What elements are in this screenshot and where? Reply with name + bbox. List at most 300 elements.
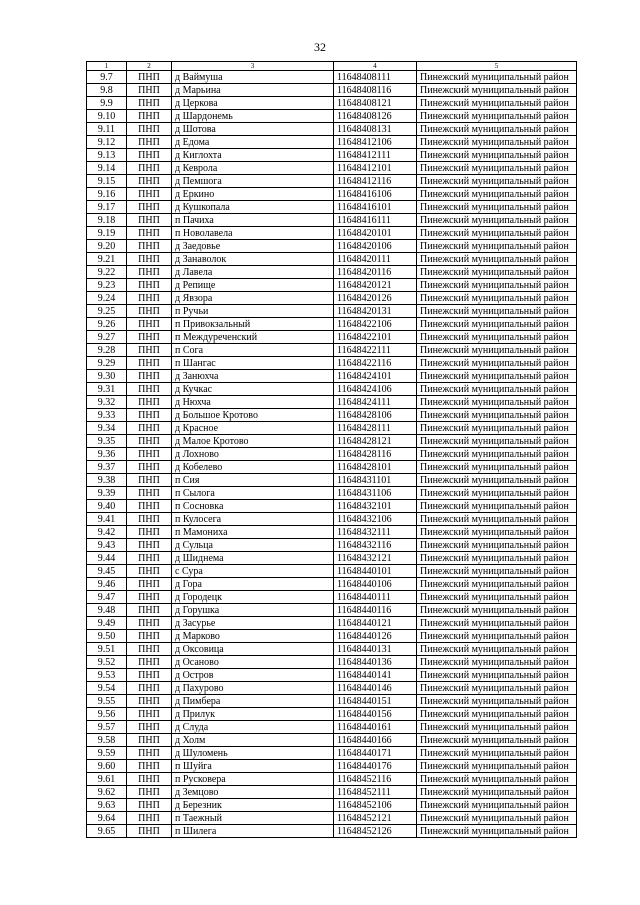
settlement-name-cell: п Привокзальный <box>172 318 334 331</box>
settlement-name-cell: д Большое Кротово <box>172 409 334 422</box>
type-code-cell: ПНП <box>127 214 172 227</box>
table-row <box>87 461 577 474</box>
district-cell: Пинежский муниципальный район <box>417 110 577 123</box>
settlement-name-cell: п Таежный <box>172 812 334 825</box>
row-number-cell: 9.61 <box>87 773 127 786</box>
oktmo-code-cell: 11648452121 <box>334 812 417 825</box>
district-cell: Пинежский муниципальный район <box>417 721 577 734</box>
oktmo-code-cell: 11648412101 <box>334 162 417 175</box>
district-cell: Пинежский муниципальный район <box>417 799 577 812</box>
table-row <box>87 500 577 513</box>
table-row <box>87 487 577 500</box>
settlement-name-cell: п Пачиха <box>172 214 334 227</box>
table-row <box>87 552 577 565</box>
row-number-cell: 9.36 <box>87 448 127 461</box>
settlement-name-cell: д Явзора <box>172 292 334 305</box>
oktmo-code-cell: 11648424101 <box>334 370 417 383</box>
column-number: 2 <box>127 62 172 71</box>
settlement-name-cell: д Лавела <box>172 266 334 279</box>
type-code-cell: ПНП <box>127 97 172 110</box>
type-code-cell: ПНП <box>127 643 172 656</box>
district-cell: Пинежский муниципальный район <box>417 201 577 214</box>
row-number-cell: 9.63 <box>87 799 127 812</box>
district-cell: Пинежский муниципальный район <box>417 266 577 279</box>
table-row <box>87 786 577 799</box>
row-number-cell: 9.24 <box>87 292 127 305</box>
type-code-cell: ПНП <box>127 487 172 500</box>
type-code-cell: ПНП <box>127 695 172 708</box>
oktmo-code-cell: 11648416111 <box>334 214 417 227</box>
settlements-table <box>86 61 577 838</box>
district-cell: Пинежский муниципальный район <box>417 123 577 136</box>
table-row <box>87 409 577 422</box>
table-row <box>87 110 577 123</box>
table-row <box>87 344 577 357</box>
oktmo-code-cell: 11648452111 <box>334 786 417 799</box>
oktmo-code-cell: 11648440171 <box>334 747 417 760</box>
table-row <box>87 682 577 695</box>
type-code-cell: ПНП <box>127 552 172 565</box>
table-row <box>87 162 577 175</box>
oktmo-code-cell: 11648412106 <box>334 136 417 149</box>
row-number-cell: 9.52 <box>87 656 127 669</box>
oktmo-code-cell: 11648440106 <box>334 578 417 591</box>
table-row <box>87 84 577 97</box>
settlement-name-cell: д Кобелево <box>172 461 334 474</box>
district-cell: Пинежский муниципальный район <box>417 97 577 110</box>
district-cell: Пинежский муниципальный район <box>417 656 577 669</box>
oktmo-code-cell: 11648440121 <box>334 617 417 630</box>
row-number-cell: 9.27 <box>87 331 127 344</box>
district-cell: Пинежский муниципальный район <box>417 500 577 513</box>
type-code-cell: ПНП <box>127 591 172 604</box>
type-code-cell: ПНП <box>127 773 172 786</box>
district-cell: Пинежский муниципальный район <box>417 162 577 175</box>
settlement-name-cell: д Осаново <box>172 656 334 669</box>
row-number-cell: 9.13 <box>87 149 127 162</box>
type-code-cell: ПНП <box>127 721 172 734</box>
district-cell: Пинежский муниципальный район <box>417 149 577 162</box>
type-code-cell: ПНП <box>127 123 172 136</box>
page-number: 32 <box>314 40 326 54</box>
row-number-cell: 9.34 <box>87 422 127 435</box>
type-code-cell: ПНП <box>127 526 172 539</box>
table-row <box>87 396 577 409</box>
settlement-name-cell: д Нюхча <box>172 396 334 409</box>
row-number-cell: 9.62 <box>87 786 127 799</box>
type-code-cell: ПНП <box>127 305 172 318</box>
district-cell: Пинежский муниципальный район <box>417 591 577 604</box>
district-cell: Пинежский муниципальный район <box>417 370 577 383</box>
row-number-cell: 9.29 <box>87 357 127 370</box>
settlement-name-cell: д Красное <box>172 422 334 435</box>
type-code-cell: ПНП <box>127 383 172 396</box>
district-cell: Пинежский муниципальный район <box>417 474 577 487</box>
oktmo-code-cell: 11648440126 <box>334 630 417 643</box>
settlement-name-cell: с Сура <box>172 565 334 578</box>
row-number-cell: 9.31 <box>87 383 127 396</box>
type-code-cell: ПНП <box>127 279 172 292</box>
oktmo-code-cell: 11648440101 <box>334 565 417 578</box>
row-number-cell: 9.11 <box>87 123 127 136</box>
row-number-cell: 9.14 <box>87 162 127 175</box>
settlement-name-cell: д Марково <box>172 630 334 643</box>
row-number-cell: 9.17 <box>87 201 127 214</box>
table-row <box>87 279 577 292</box>
district-cell: Пинежский муниципальный район <box>417 84 577 97</box>
table-row <box>87 188 577 201</box>
settlement-name-cell: д Сульца <box>172 539 334 552</box>
settlement-name-cell: д Шотова <box>172 123 334 136</box>
settlement-name-cell: д Горушка <box>172 604 334 617</box>
oktmo-code-cell: 11648440161 <box>334 721 417 734</box>
table-row <box>87 604 577 617</box>
oktmo-code-cell: 11648420121 <box>334 279 417 292</box>
settlement-name-cell: д Оксовица <box>172 643 334 656</box>
row-number-cell: 9.30 <box>87 370 127 383</box>
oktmo-code-cell: 11648416106 <box>334 188 417 201</box>
settlement-name-cell: д Холм <box>172 734 334 747</box>
type-code-cell: ПНП <box>127 825 172 838</box>
row-number-cell: 9.43 <box>87 539 127 552</box>
settlement-name-cell: д Киглохта <box>172 149 334 162</box>
settlement-name-cell: п Ручьи <box>172 305 334 318</box>
type-code-cell: ПНП <box>127 188 172 201</box>
table-row <box>87 734 577 747</box>
type-code-cell: ПНП <box>127 682 172 695</box>
oktmo-code-cell: 11648420126 <box>334 292 417 305</box>
row-number-cell: 9.9 <box>87 97 127 110</box>
district-cell: Пинежский муниципальный район <box>417 396 577 409</box>
table-row <box>87 175 577 188</box>
table-row <box>87 591 577 604</box>
settlement-name-cell: д Земцово <box>172 786 334 799</box>
district-cell: Пинежский муниципальный район <box>417 734 577 747</box>
type-code-cell: ПНП <box>127 162 172 175</box>
table-row <box>87 669 577 682</box>
settlement-name-cell: п Сосновка <box>172 500 334 513</box>
row-number-cell: 9.28 <box>87 344 127 357</box>
row-number-cell: 9.41 <box>87 513 127 526</box>
type-code-cell: ПНП <box>127 175 172 188</box>
district-cell: Пинежский муниципальный район <box>417 292 577 305</box>
settlement-name-cell: д Церкова <box>172 97 334 110</box>
type-code-cell: ПНП <box>127 396 172 409</box>
row-number-cell: 9.49 <box>87 617 127 630</box>
district-cell: Пинежский муниципальный район <box>417 214 577 227</box>
oktmo-code-cell: 11648408126 <box>334 110 417 123</box>
settlement-name-cell: д Ваймуша <box>172 71 334 84</box>
district-cell: Пинежский муниципальный район <box>417 578 577 591</box>
district-cell: Пинежский муниципальный район <box>417 487 577 500</box>
row-number-cell: 9.15 <box>87 175 127 188</box>
district-cell: Пинежский муниципальный район <box>417 435 577 448</box>
type-code-cell: ПНП <box>127 617 172 630</box>
type-code-cell: ПНП <box>127 292 172 305</box>
row-number-cell: 9.57 <box>87 721 127 734</box>
type-code-cell: ПНП <box>127 539 172 552</box>
settlement-name-cell: д Шуломень <box>172 747 334 760</box>
table-row <box>87 331 577 344</box>
oktmo-code-cell: 11648428121 <box>334 435 417 448</box>
type-code-cell: ПНП <box>127 149 172 162</box>
oktmo-code-cell: 11648424111 <box>334 396 417 409</box>
table-row <box>87 370 577 383</box>
row-number-cell: 9.59 <box>87 747 127 760</box>
type-code-cell: ПНП <box>127 708 172 721</box>
oktmo-code-cell: 11648428116 <box>334 448 417 461</box>
oktmo-code-cell: 11648431106 <box>334 487 417 500</box>
oktmo-code-cell: 11648431101 <box>334 474 417 487</box>
table-row <box>87 97 577 110</box>
oktmo-code-cell: 11648440146 <box>334 682 417 695</box>
settlement-name-cell: п Новолавела <box>172 227 334 240</box>
row-number-cell: 9.58 <box>87 734 127 747</box>
row-number-cell: 9.56 <box>87 708 127 721</box>
type-code-cell: ПНП <box>127 435 172 448</box>
district-cell: Пинежский муниципальный район <box>417 812 577 825</box>
row-number-cell: 9.53 <box>87 669 127 682</box>
settlement-name-cell: д Еркино <box>172 188 334 201</box>
district-cell: Пинежский муниципальный район <box>417 760 577 773</box>
settlement-name-cell: д Малое Кротово <box>172 435 334 448</box>
table-row <box>87 695 577 708</box>
district-cell: Пинежский муниципальный район <box>417 448 577 461</box>
settlement-name-cell: д Занюхча <box>172 370 334 383</box>
table-row <box>87 825 577 838</box>
district-cell: Пинежский муниципальный район <box>417 513 577 526</box>
row-number-cell: 9.10 <box>87 110 127 123</box>
type-code-cell: ПНП <box>127 318 172 331</box>
district-cell: Пинежский муниципальный район <box>417 526 577 539</box>
oktmo-code-cell: 11648428106 <box>334 409 417 422</box>
oktmo-code-cell: 11648422111 <box>334 344 417 357</box>
settlement-name-cell: д Засурье <box>172 617 334 630</box>
row-number-cell: 9.7 <box>87 71 127 84</box>
district-cell: Пинежский муниципальный район <box>417 305 577 318</box>
settlement-name-cell: д Шардонемь <box>172 110 334 123</box>
settlement-name-cell: д Прилук <box>172 708 334 721</box>
settlement-name-cell: д Шиднема <box>172 552 334 565</box>
table-row <box>87 760 577 773</box>
type-code-cell: ПНП <box>127 799 172 812</box>
row-number-cell: 9.65 <box>87 825 127 838</box>
type-code-cell: ПНП <box>127 136 172 149</box>
district-cell: Пинежский муниципальный район <box>417 136 577 149</box>
row-number-cell: 9.48 <box>87 604 127 617</box>
type-code-cell: ПНП <box>127 734 172 747</box>
row-number-cell: 9.50 <box>87 630 127 643</box>
settlement-name-cell: п Русковера <box>172 773 334 786</box>
row-number-cell: 9.42 <box>87 526 127 539</box>
table-row <box>87 812 577 825</box>
settlement-name-cell: п Междуреченский <box>172 331 334 344</box>
table-row <box>87 773 577 786</box>
oktmo-code-cell: 11648428111 <box>334 422 417 435</box>
district-cell: Пинежский муниципальный район <box>417 318 577 331</box>
column-number-row <box>87 62 577 71</box>
district-cell: Пинежский муниципальный район <box>417 422 577 435</box>
type-code-cell: ПНП <box>127 786 172 799</box>
oktmo-code-cell: 11648424106 <box>334 383 417 396</box>
district-cell: Пинежский муниципальный район <box>417 331 577 344</box>
table-row <box>87 214 577 227</box>
row-number-cell: 9.44 <box>87 552 127 565</box>
oktmo-code-cell: 11648432116 <box>334 539 417 552</box>
district-cell: Пинежский муниципальный район <box>417 565 577 578</box>
row-number-cell: 9.60 <box>87 760 127 773</box>
district-cell: Пинежский муниципальный район <box>417 786 577 799</box>
district-cell: Пинежский муниципальный район <box>417 240 577 253</box>
table-row <box>87 318 577 331</box>
district-cell: Пинежский муниципальный район <box>417 825 577 838</box>
row-number-cell: 9.47 <box>87 591 127 604</box>
oktmo-code-cell: 11648408131 <box>334 123 417 136</box>
type-code-cell: ПНП <box>127 760 172 773</box>
settlement-name-cell: д Кучкас <box>172 383 334 396</box>
settlement-name-cell: д Остров <box>172 669 334 682</box>
table-row <box>87 240 577 253</box>
district-cell: Пинежский муниципальный район <box>417 175 577 188</box>
oktmo-code-cell: 11648408116 <box>334 84 417 97</box>
row-number-cell: 9.23 <box>87 279 127 292</box>
table-row <box>87 448 577 461</box>
oktmo-code-cell: 11648440166 <box>334 734 417 747</box>
type-code-cell: ПНП <box>127 422 172 435</box>
row-number-cell: 9.19 <box>87 227 127 240</box>
settlement-name-cell: п Сылога <box>172 487 334 500</box>
table-row <box>87 71 577 84</box>
district-cell: Пинежский муниципальный район <box>417 695 577 708</box>
table-row <box>87 747 577 760</box>
table-row <box>87 513 577 526</box>
oktmo-code-cell: 11648440156 <box>334 708 417 721</box>
type-code-cell: ПНП <box>127 110 172 123</box>
row-number-cell: 9.38 <box>87 474 127 487</box>
settlement-name-cell: п Шилега <box>172 825 334 838</box>
row-number-cell: 9.22 <box>87 266 127 279</box>
table-row <box>87 526 577 539</box>
type-code-cell: ПНП <box>127 812 172 825</box>
district-cell: Пинежский муниципальный район <box>417 682 577 695</box>
type-code-cell: ПНП <box>127 201 172 214</box>
oktmo-code-cell: 11648420106 <box>334 240 417 253</box>
district-cell: Пинежский муниципальный район <box>417 357 577 370</box>
table-row <box>87 721 577 734</box>
row-number-cell: 9.40 <box>87 500 127 513</box>
table-row <box>87 383 577 396</box>
district-cell: Пинежский муниципальный район <box>417 188 577 201</box>
table-row <box>87 617 577 630</box>
type-code-cell: ПНП <box>127 461 172 474</box>
oktmo-code-cell: 11648416101 <box>334 201 417 214</box>
settlement-name-cell: д Лохново <box>172 448 334 461</box>
settlement-name-cell: д Заедовье <box>172 240 334 253</box>
table-row <box>87 578 577 591</box>
type-code-cell: ПНП <box>127 565 172 578</box>
oktmo-code-cell: 11648412111 <box>334 149 417 162</box>
oktmo-code-cell: 11648420116 <box>334 266 417 279</box>
table-row <box>87 136 577 149</box>
settlement-name-cell: д Пемшога <box>172 175 334 188</box>
type-code-cell: ПНП <box>127 604 172 617</box>
row-number-cell: 9.16 <box>87 188 127 201</box>
type-code-cell: ПНП <box>127 84 172 97</box>
oktmo-code-cell: 11648420111 <box>334 253 417 266</box>
table-row <box>87 227 577 240</box>
row-number-cell: 9.35 <box>87 435 127 448</box>
type-code-cell: ПНП <box>127 227 172 240</box>
table-row <box>87 266 577 279</box>
settlement-name-cell: д Слуда <box>172 721 334 734</box>
table-row <box>87 708 577 721</box>
column-number: 1 <box>87 62 127 71</box>
row-number-cell: 9.64 <box>87 812 127 825</box>
row-number-cell: 9.32 <box>87 396 127 409</box>
row-number-cell: 9.8 <box>87 84 127 97</box>
district-cell: Пинежский муниципальный район <box>417 773 577 786</box>
district-cell: Пинежский муниципальный район <box>417 461 577 474</box>
type-code-cell: ПНП <box>127 474 172 487</box>
row-number-cell: 9.54 <box>87 682 127 695</box>
district-cell: Пинежский муниципальный район <box>417 227 577 240</box>
district-cell: Пинежский муниципальный район <box>417 409 577 422</box>
type-code-cell: ПНП <box>127 500 172 513</box>
table-row <box>87 201 577 214</box>
oktmo-code-cell: 11648408111 <box>334 71 417 84</box>
district-cell: Пинежский муниципальный район <box>417 552 577 565</box>
row-number-cell: 9.51 <box>87 643 127 656</box>
column-number: 3 <box>172 62 334 71</box>
oktmo-code-cell: 11648420131 <box>334 305 417 318</box>
oktmo-code-cell: 11648452126 <box>334 825 417 838</box>
oktmo-code-cell: 11648412116 <box>334 175 417 188</box>
table-row <box>87 435 577 448</box>
oktmo-code-cell: 11648452106 <box>334 799 417 812</box>
table-row <box>87 643 577 656</box>
table-row <box>87 422 577 435</box>
type-code-cell: ПНП <box>127 266 172 279</box>
oktmo-code-cell: 11648422106 <box>334 318 417 331</box>
table-row <box>87 565 577 578</box>
row-number-cell: 9.45 <box>87 565 127 578</box>
oktmo-code-cell: 11648440136 <box>334 656 417 669</box>
column-number: 4 <box>334 62 417 71</box>
oktmo-code-cell: 11648440116 <box>334 604 417 617</box>
settlement-name-cell: д Пимбера <box>172 695 334 708</box>
settlement-name-cell: д Кушкопала <box>172 201 334 214</box>
oktmo-code-cell: 11648408121 <box>334 97 417 110</box>
type-code-cell: ПНП <box>127 630 172 643</box>
table-row <box>87 149 577 162</box>
district-cell: Пинежский муниципальный район <box>417 669 577 682</box>
row-number-cell: 9.20 <box>87 240 127 253</box>
settlement-name-cell: д Гора <box>172 578 334 591</box>
oktmo-code-cell: 11648440151 <box>334 695 417 708</box>
district-cell: Пинежский муниципальный район <box>417 253 577 266</box>
district-cell: Пинежский муниципальный район <box>417 539 577 552</box>
district-cell: Пинежский муниципальный район <box>417 383 577 396</box>
type-code-cell: ПНП <box>127 409 172 422</box>
settlement-name-cell: п Кулосега <box>172 513 334 526</box>
settlement-name-cell: п Шангас <box>172 357 334 370</box>
oktmo-code-cell: 11648452116 <box>334 773 417 786</box>
oktmo-code-cell: 11648422116 <box>334 357 417 370</box>
oktmo-code-cell: 11648440141 <box>334 669 417 682</box>
type-code-cell: ПНП <box>127 578 172 591</box>
settlement-name-cell: п Сога <box>172 344 334 357</box>
table-row <box>87 474 577 487</box>
